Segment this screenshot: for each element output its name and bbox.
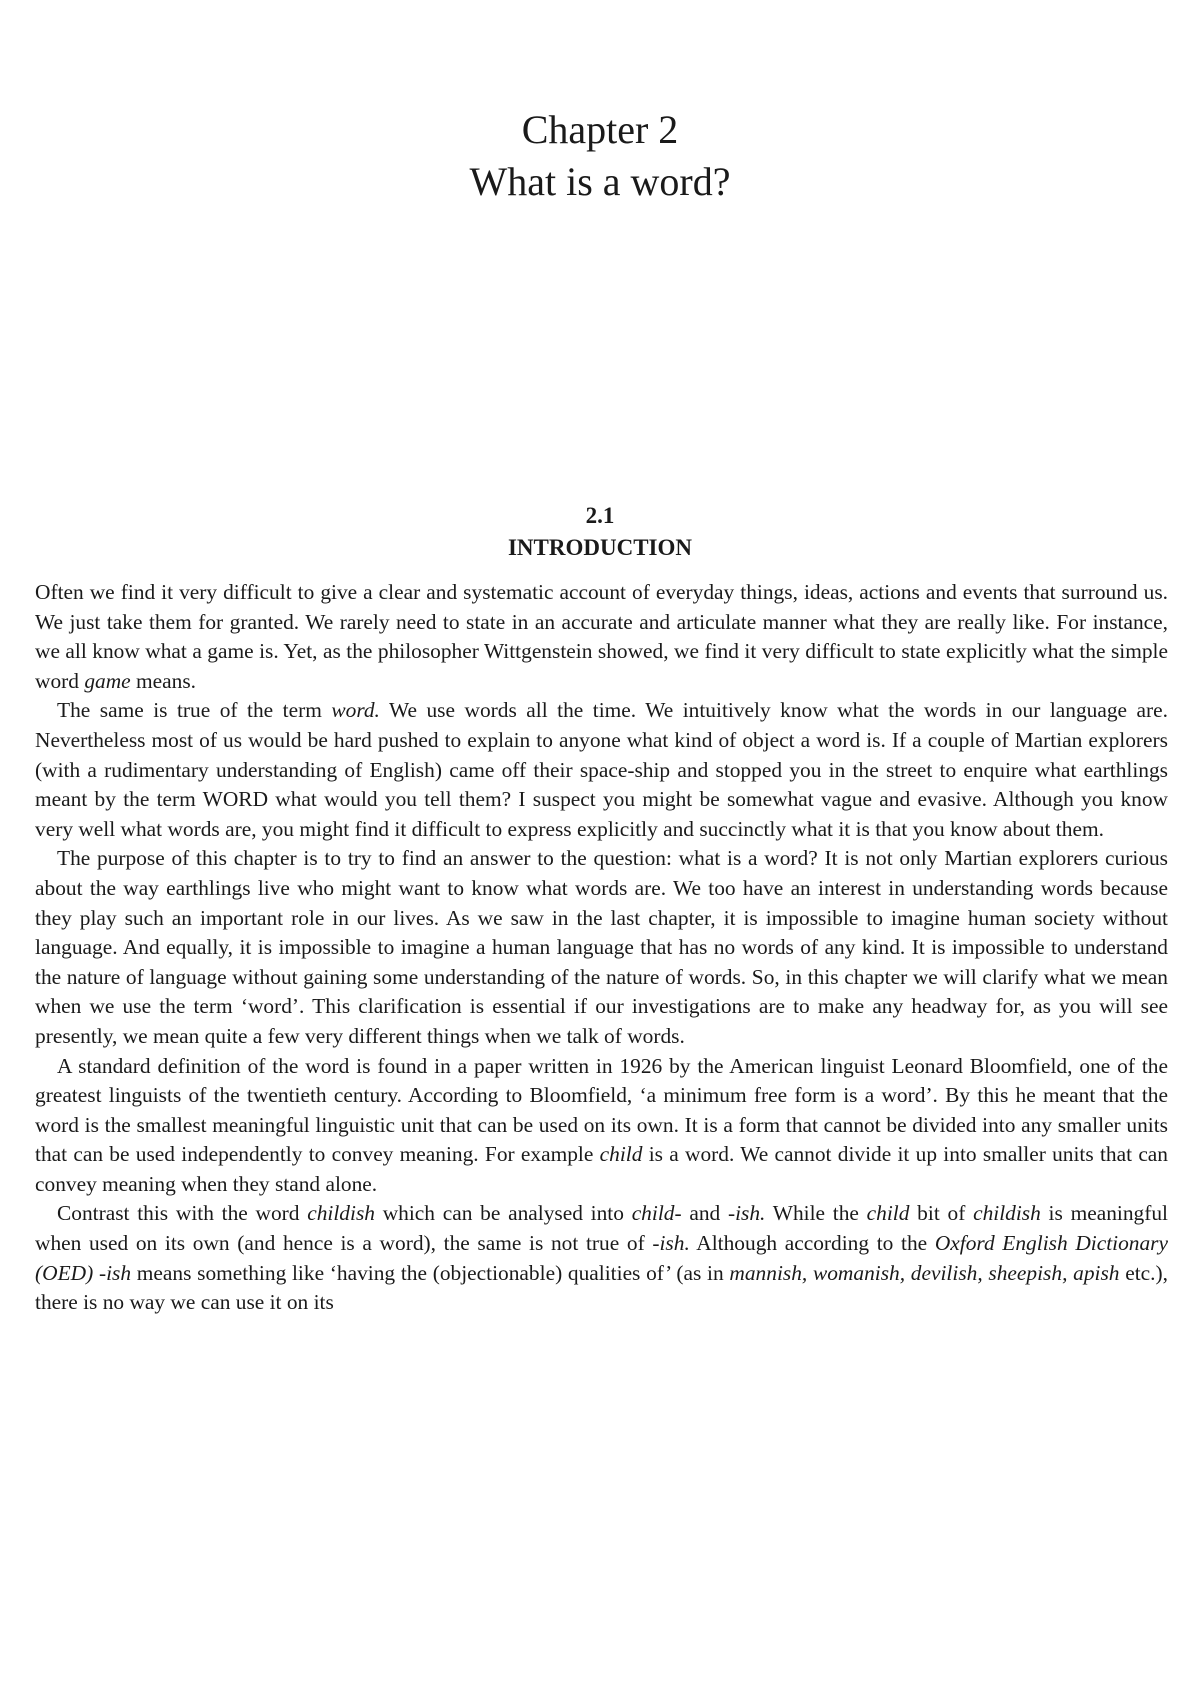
text-run: While the bbox=[765, 1201, 867, 1226]
text-run: Contrast this with the word bbox=[57, 1201, 308, 1226]
chapter-title: What is a word? bbox=[469, 159, 731, 204]
paragraph-1 bbox=[35, 578, 1168, 696]
italic-term: child bbox=[599, 1142, 643, 1167]
text-run: Often we find it very difficult to give a clear and systematic account of everyday things, ideas, actions and events that surround us. We just take them for granted. We rarely need to state in an accurate and articulate manner what they are really like. For instance, we all know what a game is. Yet, as the philosopher Wittgenstein showed, we find it very difficult to state explicitly what the simple word bbox=[35, 580, 1168, 693]
italic-term: child bbox=[866, 1201, 910, 1226]
italic-term: -ish bbox=[98, 1260, 132, 1285]
text-run: We use words all the time. We intuitively know what the words in our language are. Nevertheless most of us would be hard pushed to explain to anyone what kind of object a word is. If a couple of Martian explorers (with a rudimentary understanding of English) came off their space-ship and stopped you in the street to enquire what earthlings meant by the term WORD what would you tell them? I suspect you might be somewhat vague and evasive. Although you know very well what words are, you might find it difficult to express explicitly and succinctly what it is that you know about them. bbox=[35, 698, 1168, 841]
text-run: The purpose of this chapter is to try to find an answer to the question: what is a word? It is not only Martian explorers curious about the way earthlings live who might want to know what words are. We too have an interest in understanding words because they play such an important role in our lives. As we saw in the last chapter, it is impossible to imagine human society without language. And equally, it is impossible to imagine a human language that has no words of any kind. It is impossible to understand the nature of language without gaining some understanding of the nature of words. So, in this chapter we will clarify what we mean when we use the term ‘word’. This clarification is essential if our investigations are to make any headway for, as you will see presently, we mean quite a few very different things when we talk of words. bbox=[35, 846, 1168, 1048]
text-run: is meaningful when used on its own (and hence is a word), the same is not true of bbox=[35, 1201, 1168, 1256]
chapter-label: Chapter 2 bbox=[521, 107, 679, 152]
italic-term: word. bbox=[331, 698, 380, 723]
paragraph-2 bbox=[35, 696, 1168, 844]
italic-term: child- bbox=[631, 1201, 682, 1226]
paragraph-4 bbox=[35, 1052, 1168, 1200]
section-title: INTRODUCTION bbox=[507, 535, 693, 560]
text-run: which can be analysed into bbox=[374, 1201, 632, 1226]
text-run: bit of bbox=[909, 1201, 974, 1226]
text-run: etc.), there is no way we can use it on its bbox=[35, 1260, 1168, 1315]
text-run: means something like ‘having the (objectionable) qualities of’ (as in bbox=[131, 1260, 730, 1285]
italic-term: childish bbox=[973, 1201, 1041, 1226]
text-run: A standard definition of the word is found in a paper written in 1926 by the American linguist Leonard Bloomfield, one of the greatest linguists of the twentieth century. According to Bloomfield, ‘a minimum free form is a word’. By this he meant that the word is the smallest meaningful linguistic unit that can be used on its own. It is a form that cannot be divided into any smaller units that can be used independently to convey meaning. For example bbox=[35, 1053, 1168, 1167]
text-run: Although according to the bbox=[689, 1231, 935, 1256]
text-run: and bbox=[681, 1201, 728, 1226]
italic-term: -ish. bbox=[652, 1231, 690, 1256]
body-text bbox=[35, 578, 1168, 1318]
chapter-heading bbox=[0, 104, 1200, 208]
italic-term: Oxford English Dictionary (OED) bbox=[35, 1231, 1168, 1285]
text-run: is a word. We cannot divide it up into smaller units that can convey meaning when they stand alone. bbox=[35, 1142, 1168, 1196]
section-heading bbox=[0, 500, 1200, 564]
italic-term: -ish. bbox=[727, 1201, 766, 1226]
italic-term: childish bbox=[307, 1201, 375, 1226]
text-run: means. bbox=[130, 668, 196, 693]
paragraph-3 bbox=[35, 844, 1168, 1051]
text-run: The same is true of the term bbox=[57, 698, 332, 723]
paragraph-5 bbox=[35, 1199, 1168, 1317]
section-number: 2.1 bbox=[585, 503, 615, 528]
italic-term: game bbox=[84, 668, 131, 693]
italic-term: mannish, womanish, devilish, sheepish, apish bbox=[729, 1260, 1120, 1285]
